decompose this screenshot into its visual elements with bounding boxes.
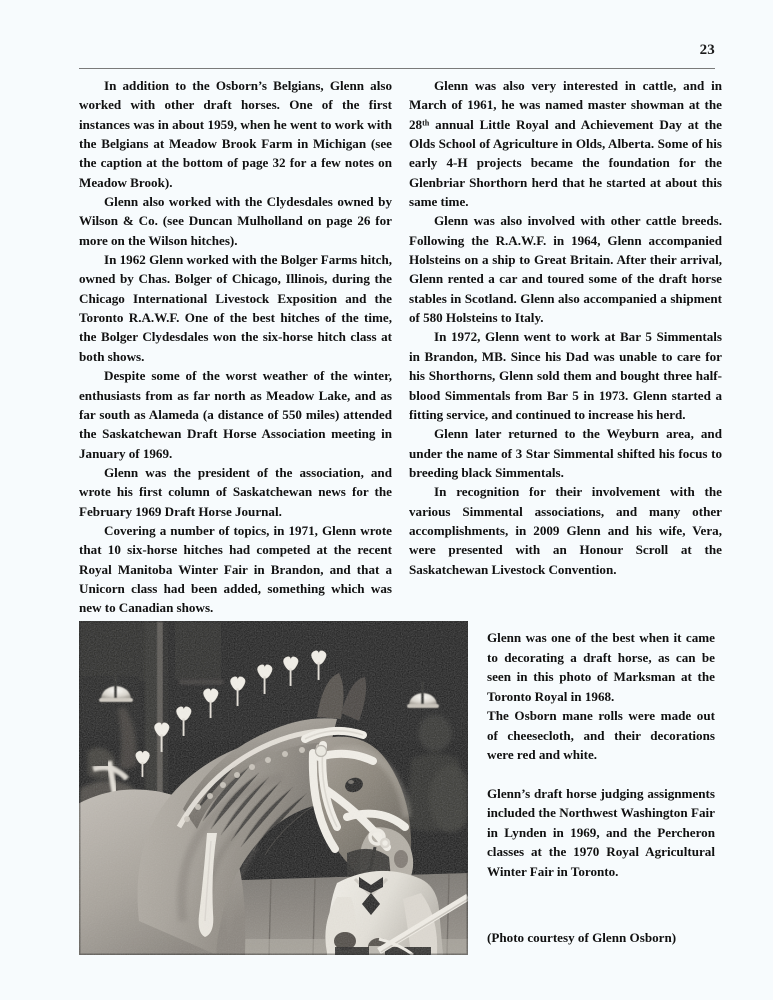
caption-paragraph: Glenn was one of the best when it came to decorating a draft horse, as can be seen in this photo of Marksman at the Toronto Royal in 1968.: [487, 630, 715, 704]
photo-caption: [487, 628, 715, 881]
photograph-draft-horse-marksman: [79, 621, 468, 955]
header-rule: [79, 68, 715, 69]
page-number: 23: [699, 42, 715, 58]
caption-paragraph: The Osborn mane rolls were made out of cheesecloth, and their decorations were red and white.: [487, 708, 715, 762]
paragraph: Glenn was also involved with other cattle breeds. Following the R.A.W.F. in 1964, Glenn accompanied Holsteins on a ship to Great Britain. After their arrival, Glenn rented a car and toured some of the draft horse stables in Scotland. Glenn also accompanied a shipment of 580 Holsteins to Italy.: [409, 213, 722, 326]
ordinal-superscript: th: [422, 118, 430, 128]
paragraph: In addition to the Osborn’s Belgians, Glenn also worked with other draft horses. One of the first instances was in about 1959, when he went to work with the Belgians at Meadow Brook Farm in Michigan (see the caption at the bottom of page 32 for a few notes on Meadow Brook).: [79, 78, 392, 190]
paragraph-text-after-superscript: annual Little Royal and Achievement Day at the Olds School of Agriculture in Olds, Alberta. Some of his early 4-H projects became the foundation for the Glenbriar Shorthorn herd that he started at about this same time.: [409, 116, 722, 210]
paragraph: Glenn was the president of the association, and wrote his first column of Saskatchewan news for the February 1969 Draft Horse Journal.: [79, 464, 392, 519]
paragraph-with-superscript: [409, 76, 722, 211]
paragraph: Despite some of the worst weather of the winter, enthusiasts from as far north as Meadow Lake, and as far south as Alameda (a distance of 550 miles) attended the Saskatchewan Draft Horse Association meeting in January of 1969.: [79, 368, 392, 461]
paragraph: Glenn also worked with the Clydesdales owned by Wilson & Co. (see Duncan Mulholland on page 26 for more on the Wilson hitches).: [79, 194, 392, 248]
paragraph: In recognition for their involvement with the various Simmental associations, and many other accomplishments, in 2009 Glenn and his wife, Vera, were presented with an Honour Scroll at the Saskatchewan Livestock Convention.: [409, 484, 722, 577]
photograph-image: [79, 621, 468, 955]
body-text-right-column: [409, 76, 722, 579]
paragraph-text-before-superscript: Glenn was also very interested in cattle, and in March of 1961, he was named master showman at the 28: [409, 78, 722, 132]
caption-paragraph: Glenn’s draft horse judging assignments included the Northwest Washington Fair in Lynden in 1969, and the Percheron classes at the 1970 Royal Agricultural Winter Fair in Toronto.: [487, 785, 715, 879]
paragraph: Covering a number of topics, in 1971, Glenn wrote that 10 six-horse hitches had competed at the recent Royal Manitoba Winter Fair in Brandon, and that a Unicorn class had been added, something which was new to Canadian shows.: [79, 522, 392, 616]
body-text-left-column: [79, 76, 392, 618]
paragraph: Glenn later returned to the Weyburn area, and under the name of 3 Star Simmental shifted his focus to breeding black Simmentals.: [409, 426, 722, 480]
paragraph: In 1972, Glenn went to work at Bar 5 Simmentals in Brandon, MB. Since his Dad was unable to care for his Shorthorns, Glenn sold them and bought three half-blood Simmentals from Bar 5 in 1973. Glenn started a fitting service, and continued to increase his herd.: [409, 329, 722, 422]
photo-credit: (Photo courtesy of Glenn Osborn): [487, 930, 677, 945]
paragraph: In 1962 Glenn worked with the Bolger Farms hitch, owned by Chas. Bolger of Chicago, Illinois, during the Chicago International Livestock Exposition and the Toronto R.A.W.F. One of the best hitches of the time, the Bolger Clydesdales won the six-horse hitch class at both shows.: [79, 252, 392, 364]
